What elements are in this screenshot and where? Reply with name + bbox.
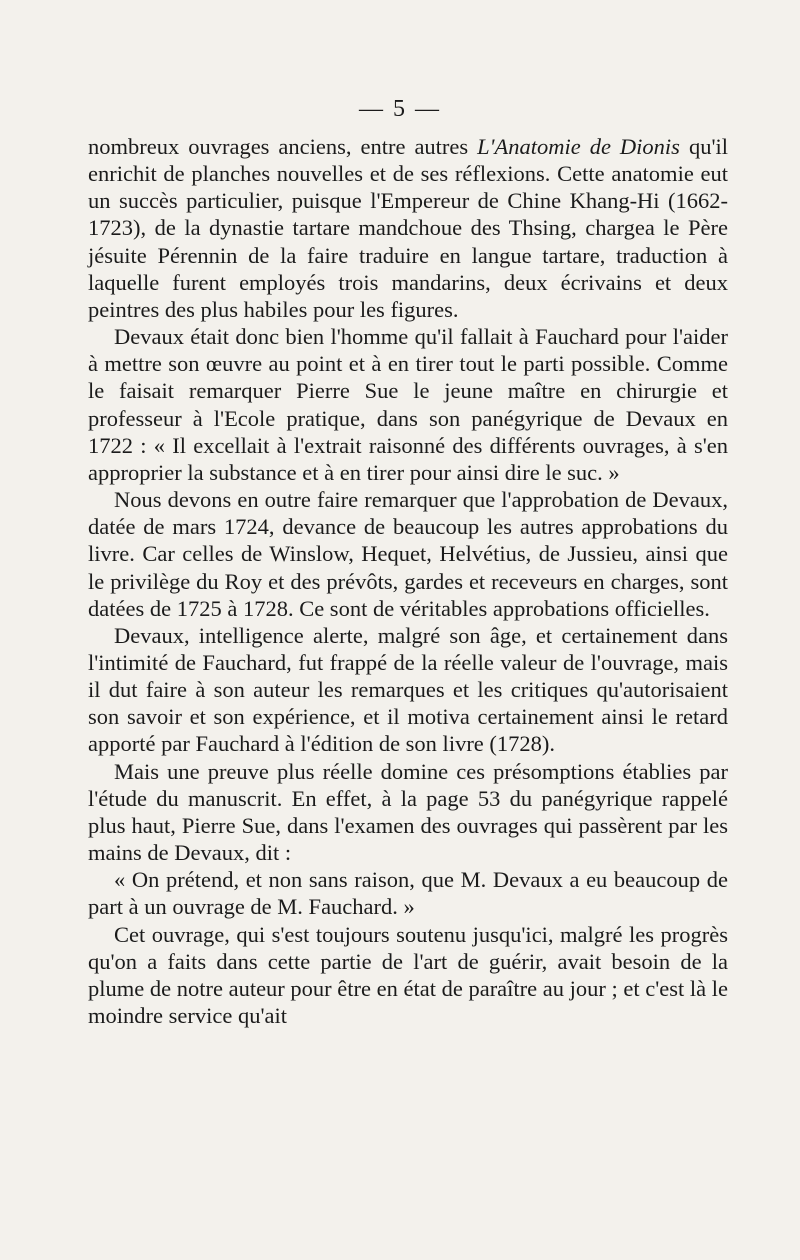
- book-title-italic: L'Anatomie de Dionis: [477, 134, 680, 159]
- body-text: [88, 133, 728, 1029]
- paragraph-4: Devaux, intelligence alerte, malgré son âge, et certainement dans l'intimité de Fauchard, fut frappé de la réelle valeur de l'ouvrage, mais il dut faire à son auteur les remarques et les critiques qu'autorisaient son savoir et son expérience, et il motiva certainement ainsi le retard apporté par Fauchard à l'édition de son livre (1728).: [88, 622, 728, 757]
- paragraph-2: Devaux était donc bien l'homme qu'il fallait à Fauchard pour l'aider à mettre son œuvre au point et à en tirer tout le parti possible. Comme le faisait remarquer Pierre Sue le jeune maître en chirurgie et professeur à l'Ecole pratique, dans son panégyrique de Devaux en 1722 : « Il excellait à l'extrait raisonné des différents ouvrages, à s'en approprier la substance et à en tirer pour ainsi dire le suc. »: [88, 324, 728, 485]
- paragraph-1: [88, 133, 728, 323]
- paragraph-1-rest: qu'il enrichit de planches nouvelles et de ses réflexions. Cette anatomie eut un succès particulier, puisque l'Empereur de Chine Khang-Hi (1662-1723), de la dynastie tartare mandchoue des Thsing, chargea le Père jésuite Pérennin de la faire traduire en langue tartare, traduction à laquelle furent employés trois mandarins, deux écrivains et deux peintres des plus habiles pour les figures.: [88, 134, 728, 322]
- paragraph-3: Nous devons en outre faire remarquer que l'approbation de Devaux, datée de mars 1724, devance de beaucoup les autres approbations du livre. Car celles de Winslow, Hequet, Helvétius, de Jussieu, ainsi que le privilège du Roy et des prévôts, gardes et receveurs en charges, sont datées de 1725 à 1728. Ce sont de véritables approbations officielles.: [88, 487, 728, 621]
- paragraph-1-start: nombreux ouvrages anciens, entre autres: [88, 134, 478, 159]
- paragraph-5: Mais une preuve plus réelle domine ces présomptions établies par l'étude du manuscrit. En effet, à la page 53 du panégyrique rappelé plus haut, Pierre Sue, dans l'examen des ouvrages qui passèrent par les mains de Devaux, dit :: [88, 758, 728, 866]
- page-number: — 5 —: [359, 96, 441, 122]
- paragraph-7: Cet ouvrage, qui s'est toujours soutenu jusqu'ici, malgré les progrès qu'on a faits dans cette partie de l'art de guérir, avait besoin de la plume de notre auteur pour être en état de paraître au jour ; et c'est là le moindre service qu'ait: [88, 921, 729, 1028]
- paragraph-6-quote: « On prétend, et non sans raison, que M. Devaux a eu beaucoup de part à un ouvrage de M. Fauchard. »: [88, 867, 728, 920]
